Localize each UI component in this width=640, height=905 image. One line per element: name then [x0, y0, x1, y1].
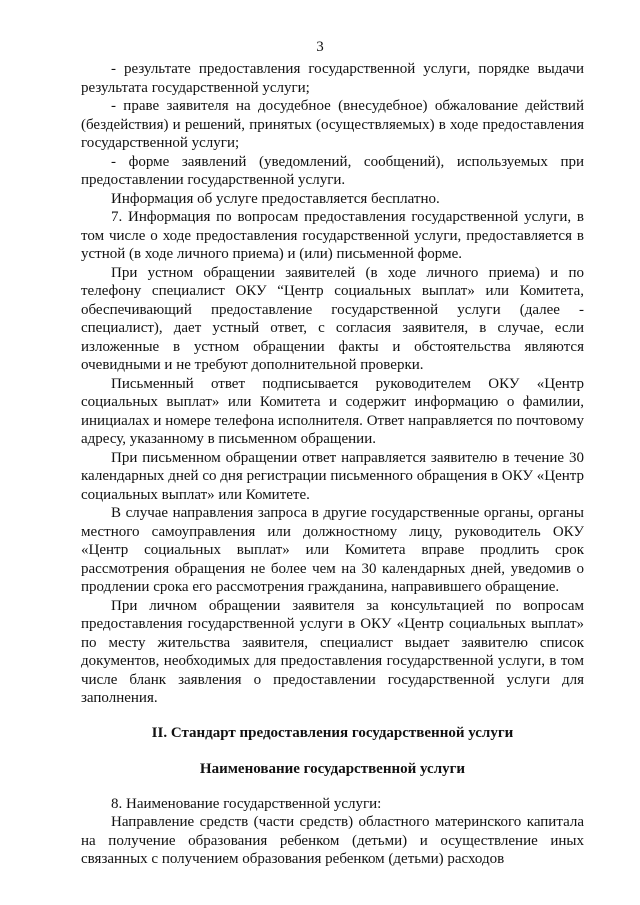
paragraph-item-8: 8. Наименование государственной услуги: — [111, 795, 382, 812]
paragraph-written-request: При письменном обращении ответ направляется заявителю в течение 30 календарных дней со дня регистрации письменного обращения в ОКУ «Центр социальных выплат» или Комитете. — [81, 449, 584, 503]
paragraph-personal-consultation: При личном обращении заявителя за консультацией по вопросам предоставления государственной услуги в ОКУ «Центр социальных выплат» по месту жительства заявителя, специалист выдает заявителю список документов, необходимых для предоставления государственной услуги, в том числе бланк заявления о предоставлении государственной услуги для заполнения. — [81, 597, 584, 706]
section-heading: II. Стандарт предоставления государственной услуги — [151, 724, 514, 741]
paragraph-extension: В случае направления запроса в другие государственные органы, органы местного самоуправления или должностному лицу, руководитель ОКУ «Центр социальных выплат» или Комитета вправе продлить срок рассмотрения обращения не более чем на 30 календарных дней, уведомив о продлении срока его рассмотрения гражданина, направившего обращение. — [81, 505, 584, 595]
paragraph-written-answer: Письменный ответ подписывается руководителем ОКУ «Центр социальных выплат» или Комитета и содержит информацию о фамилии, инициалах и номере телефона исполнителя. Ответ направляется по почтовому адресу, указанному в письменном обращении. — [81, 375, 584, 447]
subsection-heading: Наименование государственной услуги — [199, 761, 466, 777]
paragraph-item-7: 7. Информация по вопросам предоставления государственной услуги, в том числе о ходе предоставления государственной услуги, предоставляется в устной (в ходе личного приема) и (или) письменной форме. — [81, 209, 584, 262]
paragraph-application-form: - форме заявлений (уведомлений, сообщений), используемых при предоставлении государственной услуги. — [81, 153, 584, 188]
paragraph-oral-request: При устном обращении заявителей (в ходе личного приема) и по телефону специалист ОКУ “Центр социальных выплат» или Комитета, обеспечивающий предоставление государственной услуги (далее - специалист), дает устный ответ, с согласия заявителя, в случае, если изложенные в устном обращении факты и обстоятельства являются очевидными и не требуют дополнительной проверки. — [81, 264, 584, 373]
paragraph-service-name: Направление средств (части средств) областного материнского капитала на получение образования ребенком (детьми) и осуществление иных связанных с получением образования ребенком (детьми) расходов — [81, 814, 584, 867]
paragraph-result-info: - результате предоставления государственной услуги, порядке выдачи результата государственной услуги; — [81, 61, 584, 96]
document-body — [81, 60, 584, 869]
page-number: 3 — [316, 39, 324, 55]
paragraph-free-info: Информация об услуге предоставляется бесплатно. — [111, 190, 440, 207]
paragraph-appeal-right: - праве заявителя на досудебное (внесудебное) обжалование действий (бездействия) и решений, принятых (осуществляемых) в ходе предоставления государственной услуги; — [81, 98, 584, 151]
